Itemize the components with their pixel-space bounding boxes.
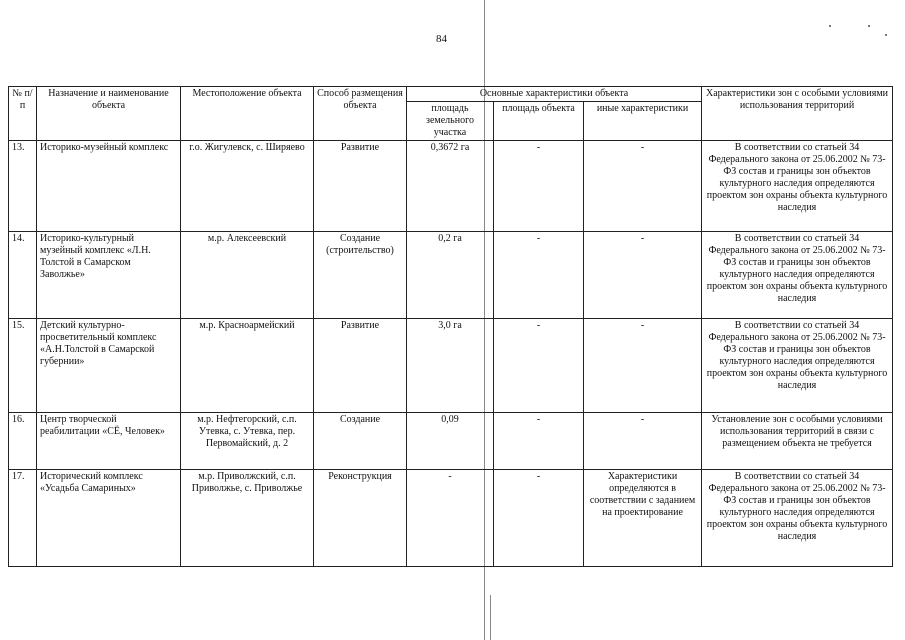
row-other: - xyxy=(584,413,702,470)
row-object-area: - xyxy=(494,141,584,232)
table-row xyxy=(9,413,893,470)
scan-speck xyxy=(868,25,870,27)
table-row xyxy=(9,319,893,413)
row-method: Развитие xyxy=(314,319,407,413)
row-location: г.о. Жигулевск, с. Ширяево xyxy=(181,141,314,232)
row-object-area: - xyxy=(494,413,584,470)
table-row xyxy=(9,232,893,319)
header-land-area: площадь земельного участка xyxy=(407,102,494,141)
row-num: 14. xyxy=(9,232,37,319)
header-name: Назначение и наименование объекта xyxy=(37,87,181,141)
row-location: м.р. Алексеевский xyxy=(181,232,314,319)
header-num: № п/п xyxy=(9,87,37,141)
row-land-area: 3,0 га xyxy=(407,319,494,413)
row-method: Реконструкция xyxy=(314,470,407,567)
table-row xyxy=(9,141,893,232)
row-land-area: 0,2 га xyxy=(407,232,494,319)
row-location: м.р. Красноармейский xyxy=(181,319,314,413)
header-zones: Характеристики зон с особыми условиями использования территорий xyxy=(702,87,893,141)
row-name: Исторический комплекс «Усадьба Самариных» xyxy=(37,470,181,567)
header-object-area: площадь объекта xyxy=(494,102,584,141)
row-name: Историко-культурный музейный комплекс «Л.Н. Толстой в Самарском Заволжье» xyxy=(37,232,181,319)
row-zones: В соответствии со статьей 34 Федерального закона от 25.06.2002 № 73-ФЗ состав и границы зон объектов культурного наследия определяются проектом зон охраны объекта культурного наследия xyxy=(702,141,893,232)
page-fold-line-lower xyxy=(490,595,491,640)
row-name: Детский культурно-просветительный комплекс «А.Н.Толстой в Самарской губернии» xyxy=(37,319,181,413)
scan-speck xyxy=(885,34,887,36)
row-object-area: - xyxy=(494,232,584,319)
page-number: 84 xyxy=(436,33,447,45)
row-num: 17. xyxy=(9,470,37,567)
row-other: Характеристики определяются в соответствии с заданием на проектирование xyxy=(584,470,702,567)
table-row xyxy=(9,470,893,567)
row-object-area: - xyxy=(494,319,584,413)
row-zones: В соответствии со статьей 34 Федерального закона от 25.06.2002 № 73-ФЗ состав и границы зон объектов культурного наследия определяются проектом зон охраны объекта культурного наследия xyxy=(702,232,893,319)
header-other: иные характеристики xyxy=(584,102,702,141)
row-land-area: 0,09 xyxy=(407,413,494,470)
row-method: Создание xyxy=(314,413,407,470)
header-location: Местоположение объекта xyxy=(181,87,314,141)
row-location: м.р. Нефтегорский, с.п. Утевка, с. Утевка, пер. Первомайский, д. 2 xyxy=(181,413,314,470)
row-name: Историко-музейный комплекс xyxy=(37,141,181,232)
row-num: 15. xyxy=(9,319,37,413)
row-num: 13. xyxy=(9,141,37,232)
row-location: м.р. Приволжский, с.п. Приволжье, с. Приволжье xyxy=(181,470,314,567)
objects-table xyxy=(8,86,893,567)
header-method: Способ размещения объекта xyxy=(314,87,407,141)
scan-speck xyxy=(829,25,831,27)
row-land-area: - xyxy=(407,470,494,567)
row-other: - xyxy=(584,319,702,413)
row-name: Центр творческой реабилитации «СЁ, Человек» xyxy=(37,413,181,470)
row-land-area: 0,3672 га xyxy=(407,141,494,232)
row-method: Создание (строительство) xyxy=(314,232,407,319)
table-header-row xyxy=(9,87,893,102)
header-main-characteristics: Основные характеристики объекта xyxy=(407,87,702,102)
row-zones: Установление зон с особыми условиями использования территорий в связи с размещением объекта не требуется xyxy=(702,413,893,470)
row-other: - xyxy=(584,141,702,232)
row-zones: В соответствии со статьей 34 Федерального закона от 25.06.2002 № 73-ФЗ состав и границы зон объектов культурного наследия определяются проектом зон охраны объекта культурного наследия xyxy=(702,470,893,567)
row-method: Развитие xyxy=(314,141,407,232)
row-zones: В соответствии со статьей 34 Федерального закона от 25.06.2002 № 73-ФЗ состав и границы зон объектов культурного наследия определяются проектом зон охраны объекта культурного наследия xyxy=(702,319,893,413)
row-other: - xyxy=(584,232,702,319)
row-object-area: - xyxy=(494,470,584,567)
row-num: 16. xyxy=(9,413,37,470)
